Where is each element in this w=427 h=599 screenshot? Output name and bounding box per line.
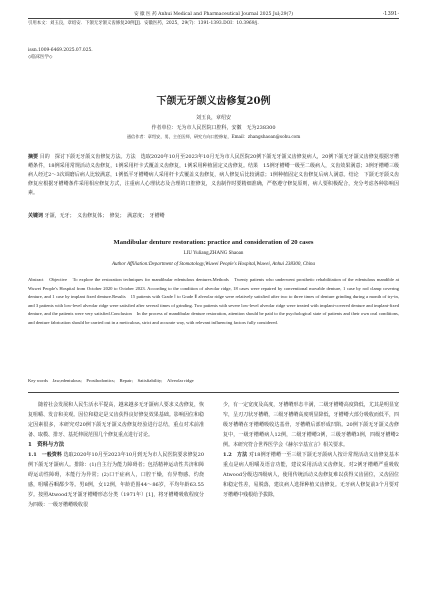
header-rule	[28, 18, 399, 19]
affiliation-en: Author Affiliation:Department of Stomatology,Wuwei People's Hospital,Wuwei, Anhui 238300, China	[111, 262, 316, 267]
abstract-en: Abstract Objective To explore the restoration techniques for mandibular edentulous dentures.Methods Twenty patients who underwent prosthetic rehabilitation of the edentulous mandible at Wuwei People's Hospital from October 2020 to October 2023. According to the condition of alveolar ridge, 18 cases were repaired by conventional movable denture, 1 case by rod clamp covering denture, and 1 case by implant fixed denture.Results 15 patients with Grade Ⅰ to Grade Ⅱ alveolar ridge were relatively satisfied after two to three times of denture grinding during a month of try-in, and 3 patients with low-level alveolar ridge were satisfied after several times of grinding. Two patients with severe low-level alveolar ridge were treated with implant-covered denture and implant-fixed denture, and the patients were very satisfied.Conclusion In the process of mandibular denture restoration, attention should be paid to the psychological state of patients and their own oral conditions, and denture fabrication should be carried out in a meticulous, strict and accurate way, with relevant influencing factors fully considered.	[28, 277, 399, 325]
abstract-rule	[28, 392, 399, 393]
keywords-cn	[28, 212, 399, 219]
citation-line-2: issn.1009-6469.2025.07.025.	[28, 48, 93, 53]
article-title-en: Mandibular denture restoration: practice and consideration of 20 cases	[113, 239, 314, 246]
citation-line-1: 引用本文：刘玉良，章绍安．下颌无牙颌义齿修复20例[J]．安徽医药，2025，29(7)：1391-1393.DOI：10.3969/j.	[28, 21, 259, 26]
correspondence: 通信作者：章绍安，男，主任医师，研究方向口腔修复，Email：zhangshaoan@sohu.com	[126, 134, 301, 139]
abstract-cn-label: 摘要	[28, 154, 39, 160]
heading-general: 1.1 一般资料	[28, 452, 62, 458]
abstract-cn-text: 目的 探讨下颌无牙颌义齿修复方法。方法 选取2020年10月至2023年10月无为市人民医院20例下颌无牙颌义齿修复病人，20例下颌无牙颌义齿修复根据牙槽嵴条件，18例采用常规活动义齿修复，1例采用杆卡式覆盖义齿修复，1例采用种植固定义齿修复。结果 15例牙槽嵴一级至二级病人，义齿效果满意；3例牙槽嵴三级病人经过2～3次调磨后病人比较满意，1例低平牙槽嵴病人采用杆卡式覆盖义齿修复，病人修复后比较满意；1例种植固定义齿修复后病人满意。结论 下颌无牙颌义齿修复应根据牙槽嵴条件采用相应修复方式，注重病人心理状态及合理的口腔修复，义齿制作时要精细准确，严格遵守修复原则，病人要积极配合，充分考虑各种影响因素。	[28, 154, 399, 196]
method-text: 对18例牙槽嵴一至三级下颌无牙颌病人按计常规活动义齿修复基本重点是病人咀嚼及语音功能，建议采用活动义齿修复。对2例牙槽嵴严重吸收Atwood分级达四级病人，使用传统活动义齿修复难以获得义齿固位，义齿固位和稳定性差，易脱落，建议病人选择种植义齿修复。无牙病人修复前3个月要对牙槽嵴中残根给予拔除，	[223, 452, 400, 498]
heading-method: 1.2 方法	[223, 452, 248, 458]
authors-cn: 刘玉良，章绍安	[195, 115, 231, 121]
section-label: ◇临床医学◇	[28, 55, 53, 60]
right-paragraph: 少，有一定宽度及高度，牙槽嵴形态丰满，二级牙槽嵴高度降低，尤其是明显宽窄，呈刃刀状牙槽嵴，三级牙槽嵴高度明显降低，牙槽嵴大部分吸收而低平，四级牙槽嵴在牙槽嵴吸收达基骨，牙槽嵴后部形成凹陷。20例下颌无牙颌义齿修复中，一级牙槽嵴病人12例，二级牙槽嵴3例，三级牙槽嵴3例，四级牙槽嵴2例。本研究符合世界医学会《赫尔辛基宣言》相关要求。	[223, 402, 399, 448]
page-number: ·1391·	[382, 11, 399, 17]
affiliation-cn: 作者单位：无为市人民医院口腔科，安徽 无为238300	[151, 125, 276, 131]
abstract-cn	[28, 153, 399, 198]
general-text: 选取2020年10月至2023年10月到无为市人民医院要求修复20例下颌无牙颌病人。排除：(1)自主行为能力障碍者；包括精神运动性共济和障碍运动性障碍，本能行为异常；(2)口干症病人，口腔干燥，有异物感、灼烧感，咀嚼吞咽都少等。男8例，女12例，年龄范围44～86岁，平均年龄63.55岁。按照Atwood无牙颌牙槽嵴形态分类（1971年）[1]，将牙槽嵴吸收程度分为四级：一级牙槽嵴吸收很	[28, 452, 205, 508]
general-paragraph	[28, 450, 204, 510]
keywords-cn-label: 关键词	[28, 213, 44, 219]
heading-materials: 1 资料与方法	[28, 442, 65, 448]
article-title-cn: 下颌无牙颌义齿修复20例	[156, 96, 271, 107]
body-right-column	[223, 400, 399, 500]
method-paragraph	[223, 450, 399, 500]
body-left-column	[28, 400, 204, 510]
keywords-en: Key words Jaw,edentulous; Prosthodontics; Repair; Satisfiability; Alveolar ridge	[28, 378, 194, 383]
keywords-cn-text: 牙颌，无牙； 义齿修复体； 修复； 满意度； 牙槽嵴	[44, 213, 165, 219]
running-header: 安 徽 医 药 Anhui Medical and Pharmaceutical Journal 2025 Jul;29(7)	[133, 12, 294, 17]
intro-paragraph: 随着社会发展和人民生活水平提高，越来越多无牙颌病人要求义齿修复，恢复咀嚼、发音和美观。因位和稳定是义齿获得良好修复效果基础。影响因位和稳定因素很多，本研究对20例下颌无牙颌义齿修复经验进行总结，重点对术前准备、取模、排牙、基托伸展范围几个修复重点进行讨论。	[28, 402, 204, 438]
authors-en: LIU Yuliang,ZHANG Shaoan	[183, 251, 244, 256]
